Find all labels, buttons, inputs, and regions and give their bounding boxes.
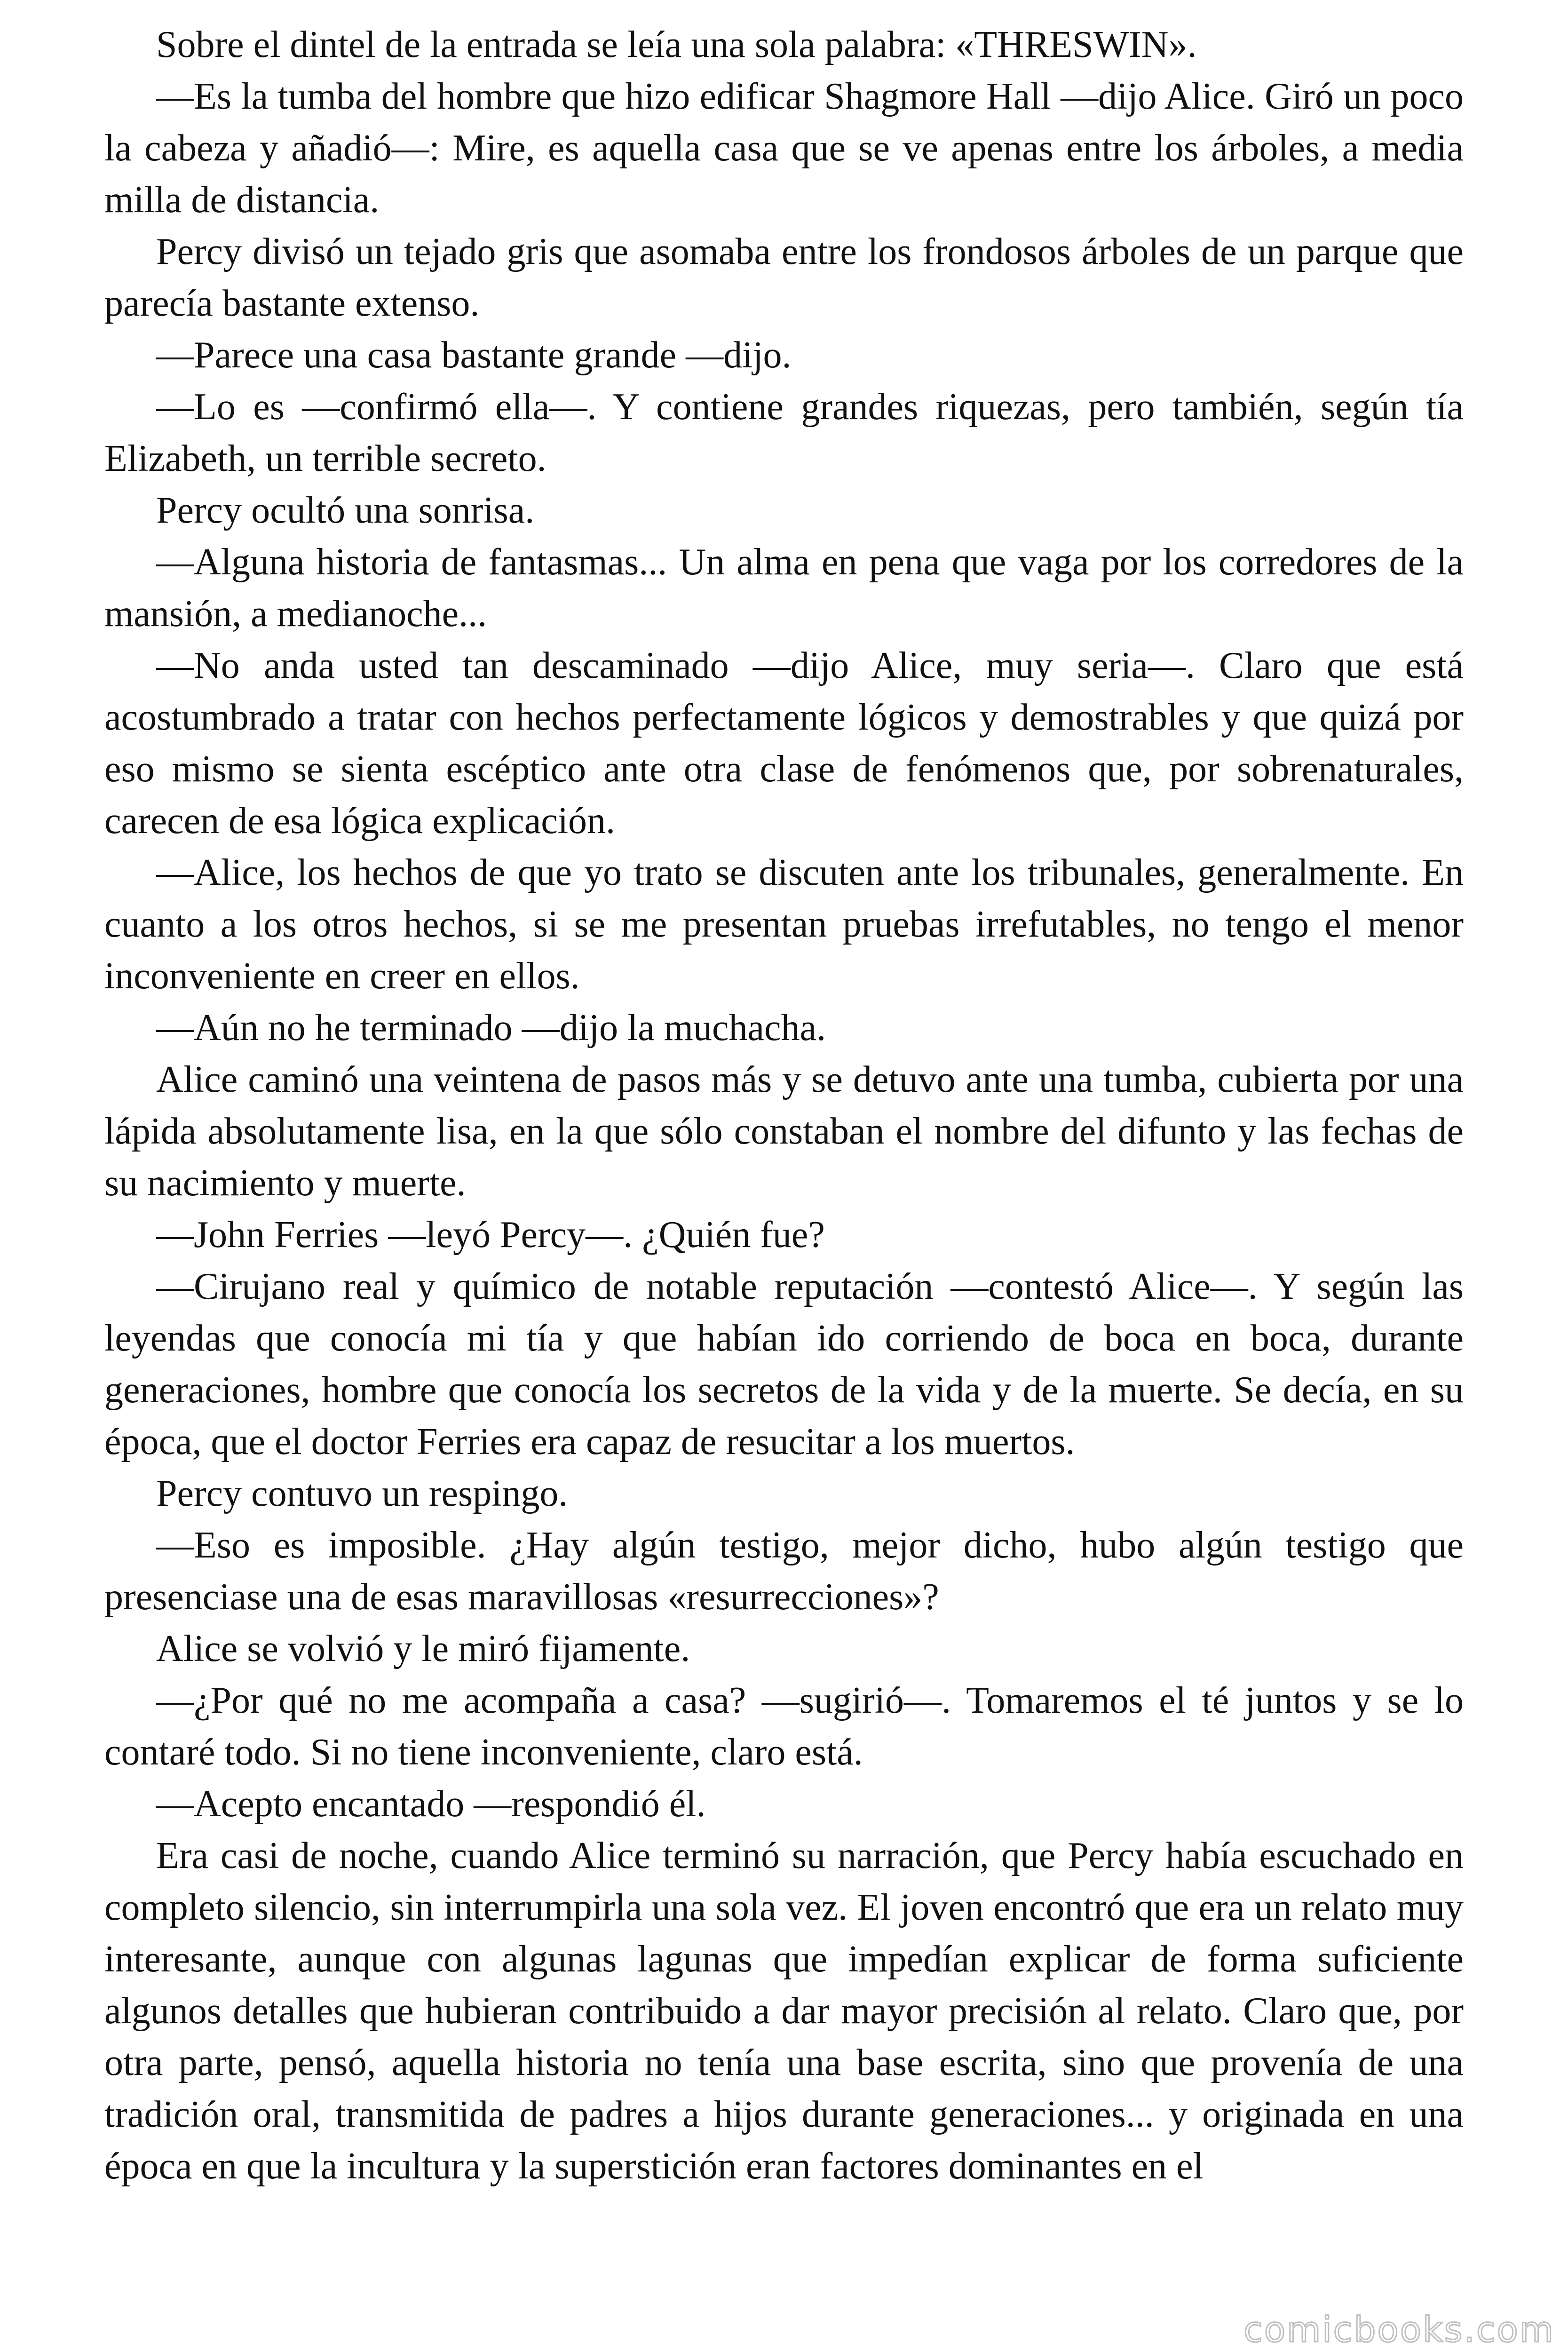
paragraph: Percy divisó un tejado gris que asomaba entre los frondosos árboles de un parque que parecía bastante extenso. bbox=[104, 231, 1464, 324]
paragraph: —Alguna historia de fantasmas... Un alma en pena que vaga por los corredores de la mansión, a medianoche... bbox=[104, 541, 1464, 635]
paragraph: —Lo es —confirmó ella—. Y contiene grandes riquezas, pero también, según tía Elizabeth, un terrible secreto. bbox=[104, 386, 1464, 479]
paragraph: —¿Por qué no me acompaña a casa? —sugirió—. Tomaremos el té juntos y se lo contaré todo. Si no tiene inconveniente, claro está. bbox=[104, 1680, 1464, 1773]
watermark-logo: comicbooks.com bbox=[1243, 2310, 1555, 2350]
paragraph: —Parece una casa bastante grande —dijo. bbox=[156, 334, 792, 376]
paragraph: —No anda usted tan descaminado —dijo Alice, muy seria—. Claro que está acostumbrado a tratar con hechos perfectamente lógicos y demostrables y que quizá por eso mismo se sienta escéptico ante otra clase de fenómenos que, por sobrenaturales, carecen de esa lógica explicación. bbox=[104, 645, 1464, 842]
paragraph: —Es la tumba del hombre que hizo edificar Shagmore Hall —dijo Alice. Giró un poco la cabeza y añadió—: Mire, es aquella casa que se ve apenas entre los árboles, a media milla de distancia. bbox=[104, 76, 1464, 221]
paragraph: —Cirujano real y químico de notable reputación —contestó Alice—. Y según las leyendas que conocía mi tía y que habían ido corriendo de boca en boca, durante generaciones, hombre que conocía los secretos de la vida y de la muerte. Se decía, en su época, que el doctor Ferries era capaz de resucitar a los muertos. bbox=[104, 1266, 1464, 1462]
paragraph: —Alice, los hechos de que yo trato se discuten ante los tribunales, generalmente. En cuanto a los otros hechos, si se me presentan pruebas irrefutables, no tengo el menor inconveniente en creer en ellos. bbox=[104, 852, 1464, 997]
paragraph: —John Ferries —leyó Percy—. ¿Quién fue? bbox=[156, 1214, 825, 1255]
paragraph: —Aún no he terminado —dijo la muchacha. bbox=[156, 1007, 826, 1049]
paragraph: Percy ocultó una sonrisa. bbox=[156, 490, 535, 531]
paragraph: Alice se volvió y le miró fijamente. bbox=[156, 1628, 690, 1669]
paragraph: Alice caminó una veintena de pasos más y se detuvo ante una tumba, cubierta por una lápida absolutamente lisa, en la que sólo constaban el nombre del difunto y las fechas de su nacimiento y muerte. bbox=[104, 1059, 1464, 1204]
paragraph: —Eso es imposible. ¿Hay algún testigo, mejor dicho, hubo algún testigo que presenciase una de esas maravillosas «resurrecciones»? bbox=[104, 1525, 1464, 1618]
paragraph-final: Era casi de noche, cuando Alice terminó su narración, que Percy había escuchado en completo silencio, sin interrumpirla una sola vez. El joven encontró que era un relato muy interesante, aunque con algunas lagunas que impedían explicar de forma suficiente algunos detalles que hubieran contribuido a dar mayor precisión al relato. Claro que, por otra parte, pensó, aquella historia no tenía una base escrita, sino que provenía de una tradición oral, transmitida de padres a hijos durante generaciones... y originada en una época en que la incultura y la superstición eran factores dominantes en el bbox=[104, 1835, 1464, 2187]
paragraph: Percy contuvo un respingo. bbox=[156, 1473, 568, 1514]
body-text bbox=[104, 19, 1464, 2192]
paragraph: —Acepto encantado —respondió él. bbox=[156, 1783, 706, 1825]
paragraph: Sobre el dintel de la entrada se leía una sola palabra: «THRESWIN». bbox=[156, 24, 1197, 65]
